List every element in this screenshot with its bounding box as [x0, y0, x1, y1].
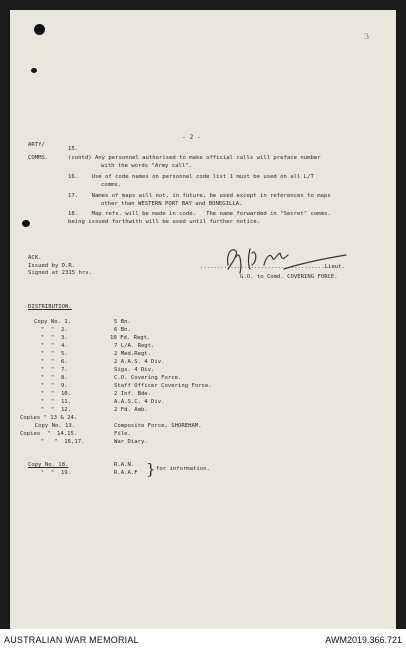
- reference: ARTY/: [28, 142, 45, 148]
- dist-copy: " " 4.: [34, 343, 68, 349]
- footer-institution: AUSTRALIAN WAR MEMORIAL: [4, 635, 139, 645]
- punch-hole: [22, 220, 30, 227]
- para-15-line1: (contd) Any personnel authorised to make official calls will preface number: [68, 155, 321, 161]
- dist-copy: " " 6.: [34, 359, 68, 365]
- dist-recipient: C.O. Covering Force.: [114, 375, 182, 381]
- page-number: - 2 -: [182, 134, 201, 141]
- para-16-line1: 16. Use of code names on personnel code list 1 must be used on all L/T: [68, 174, 314, 180]
- dist-copy: " " 16,17.: [34, 439, 85, 445]
- dist-recipient: 2 Fd. Amb.: [114, 407, 148, 413]
- dist-recipient: 6 Bn.: [114, 327, 131, 333]
- punch-hole: [31, 68, 37, 73]
- para-16-line2: comms.: [101, 182, 122, 188]
- dist-copy: Copies " 14,15.: [20, 431, 78, 437]
- dist-copy: " " 12.: [34, 407, 72, 413]
- signatory-role: G.O. to Comd. COVERING FORCE.: [240, 274, 338, 280]
- dist-copy: " " 2.: [34, 327, 68, 333]
- punch-hole: [34, 24, 45, 35]
- dist-copy: " " 5.: [34, 351, 68, 357]
- dist-recipient: 2 Med.Regt.: [114, 351, 152, 357]
- dist-copy: " " 7.: [34, 367, 68, 373]
- dist-info-copy: Copy No. 18.: [28, 462, 69, 468]
- dist-recipient: A.A.S.C. 4 Div.: [114, 399, 165, 405]
- ack-label: ACK.: [28, 255, 42, 261]
- dist-recipient: File.: [114, 431, 131, 437]
- dist-recipient: 2 A.A.S. 4 Div.: [114, 359, 165, 365]
- para-17-line1: 17. Names of maps will not, in future, be used except in references to maps: [68, 193, 331, 199]
- document-page: [10, 10, 396, 629]
- handwritten-signature: [222, 239, 352, 279]
- para-18-line1: 18. Map refs. will be made in code. The name forwarded in "Secret" comms.: [68, 211, 331, 217]
- dist-copy: Copies " 13 & 24.: [20, 415, 78, 421]
- dist-info-recipient: R.A.N.: [114, 462, 135, 468]
- dist-recipient: Staff Officer Covering Force.: [114, 383, 212, 389]
- para-18-line2: being issued forthwith will be used until further notice.: [68, 219, 260, 225]
- footer-bar: [0, 629, 406, 653]
- page-stamp-number: 3: [363, 31, 370, 42]
- dist-recipient: War Diary.: [114, 439, 148, 445]
- signature-dots: .....................................Lieut.: [200, 264, 345, 270]
- for-information: for information.: [156, 466, 210, 472]
- dist-recipient: 5 Bn.: [114, 319, 131, 325]
- para-15-line2: with the words "Army call".: [101, 163, 192, 169]
- dist-recipient: 2 Inf. Bde.: [114, 391, 152, 397]
- brace: }: [146, 460, 156, 478]
- para-17-line2: other than WESTERN PORT BAY and BONEGILLA.: [101, 201, 243, 207]
- dist-recipient: Composite Force, SHOREHAM.: [114, 423, 202, 429]
- signed-at: Signed at 2315 hrs.: [28, 270, 92, 276]
- dist-recipient: 10 Fd. Regt.: [110, 335, 151, 341]
- dist-copy: " " 9.: [34, 383, 68, 389]
- dist-copy: " " 10.: [34, 391, 72, 397]
- dist-copy: Copy No. 13.: [28, 423, 76, 429]
- para-15-number: 15.: [68, 146, 79, 152]
- dist-info-copy: " " 19.: [34, 470, 72, 476]
- dist-recipient: 7 L/A. Regt.: [114, 343, 155, 349]
- dist-copy: " " 8.: [34, 375, 68, 381]
- dist-copy: Copy No. 1.: [34, 319, 72, 325]
- footer-accession: AWM2019.366.721: [325, 635, 402, 645]
- issued-by: Issued by D.R.: [28, 263, 76, 269]
- dist-info-recipient: R.A.A.F: [114, 470, 138, 476]
- dist-recipient: Sigs. 4 Div.: [114, 367, 155, 373]
- comms-label: COMMS.: [28, 155, 49, 161]
- dist-copy: " " 11.: [34, 399, 72, 405]
- dist-copy: " " 3.: [34, 335, 68, 341]
- distribution-heading: DISTRIBUTION.: [28, 304, 72, 310]
